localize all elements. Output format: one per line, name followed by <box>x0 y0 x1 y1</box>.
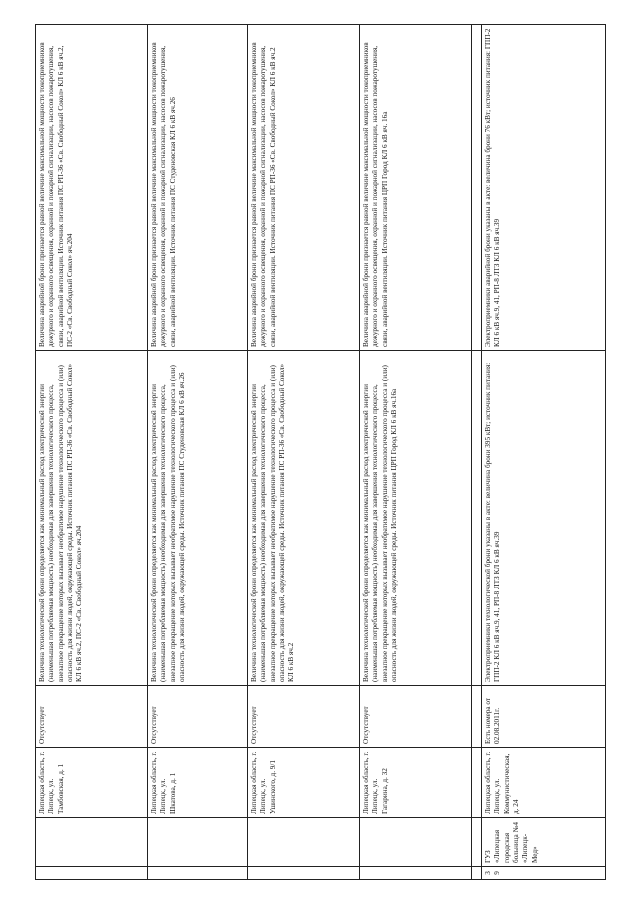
documents-cell: Отсутствует <box>248 686 360 748</box>
documents-cell: Отсутствует <box>36 686 148 748</box>
technological-reserve-cell <box>472 351 482 686</box>
organization-cell: ГУЗ «Липецкая городская больница №4 «Липецк-Мед» <box>482 818 606 867</box>
table-row <box>148 25 248 880</box>
table-row <box>248 25 360 880</box>
documents-cell: Отсутствует <box>360 686 472 748</box>
address-cell: Липецкая область, г. Липецк, ул. Тамбовская, д. 1 <box>36 748 148 818</box>
technological-reserve-cell: Величина технологической брони определяется как минимальный расход электрической энергии (наименьшая потребляемая мощность) необходимая для завершения технологического процесса, внезапное прекращение которых вызывает необратимое нарушение технологического процесса и (или) опасность для жизни людей, окружающей среды. Источник питания ПС Студеновская КЛ 6 кВ яч.26 <box>148 351 248 686</box>
documents-cell: Отсутствует <box>148 686 248 748</box>
technological-reserve-cell: Электроприемники технологической брони указаны в акте: величина брони 395 кВт; источник питания: ГПП-2 КЛ 6 кВ яч.9, 41, РП-8 ЛТЗ КЛ 6 кВ яч.39 <box>482 351 606 686</box>
row-number <box>248 867 360 880</box>
table-row <box>482 25 606 880</box>
table-row <box>360 25 472 880</box>
organization-cell <box>36 818 148 867</box>
organization-cell <box>248 818 360 867</box>
emergency-reserve-cell: Величина аварийной брони признается равной величине максимальной мощности токоприемников дежурного и охранного освещения, охранной и пожарной сигнализации, насосов пожаротушения, связи, аварийной вентиляции. Источник питания ПС РП-36 «Св. Свободный Сокол» КЛ 6 кВ яч.2 <box>248 25 360 351</box>
reservation-table <box>35 24 606 880</box>
address-cell: Липецкая область, г. Липецк, ул. Ушинского, д. 9/1 <box>248 748 360 818</box>
address-cell: Липецкая область, г. Липецк, ул. Коммунистическая, д. 24 <box>482 748 606 818</box>
row-number <box>472 867 482 880</box>
row-number: 39 <box>482 867 606 880</box>
row-number <box>148 867 248 880</box>
rotated-table-sheet <box>35 25 605 880</box>
documents-cell <box>472 686 482 748</box>
table-row-separator <box>472 25 482 880</box>
row-number <box>36 867 148 880</box>
row-number <box>360 867 472 880</box>
table-row <box>36 25 148 880</box>
emergency-reserve-cell: Величина аварийной брони признается равной величине максимальной мощности токоприемников дежурного и охранного освещения, охранной и пожарной сигнализации, насосов пожаротушения, связи, аварийной вентиляции. Источник питания ПС РП-36 «Св. Свободный Сокол» КЛ 6 кВ яч.2, ПС-2 «Св. Свободный Сокол» яч.204 <box>36 25 148 351</box>
organization-cell <box>472 818 482 867</box>
technological-reserve-cell: Величина технологической брони определяется как минимальный расход электрической энергии (наименьшая потребляемая мощность) необходимая для завершения технологического процесса, внезапное прекращение которых вызывает необратимое нарушение технологического процесса и (или) опасность для жизни людей, окружающей среды. Источник питания ПС РП-36 «Св. Свободный Сокол» КЛ 6 кВ яч.2, ПС-2 «Св. Свободный Сокол» яч.204 <box>36 351 148 686</box>
address-cell: Липецкая область, г. Липецк, ул. Гагарина, д. 32 <box>360 748 472 818</box>
organization-cell <box>148 818 248 867</box>
emergency-reserve-cell: Электроприемники аварийной брони указаны в акте: величина брони 76 кВт; источник питания: ГПП-2 КЛ 6 кВ яч.9, 41, РП-8 ЛТЗ КЛ 6 кВ яч.39 <box>482 25 606 351</box>
technological-reserve-cell: Величина технологической брони определяется как минимальный расход электрической энергии (наименьшая потребляемая мощность) необходимая для завершения технологического процесса, внезапное прекращение которых вызывает необратимое нарушение технологического процесса и (или) опасность для жизни людей, окружающей среды. Источник питания ЦРП Город КЛ 6 кВ яч.16а <box>360 351 472 686</box>
emergency-reserve-cell: Величина аварийной брони признается равной величине максимальной мощности токоприемников дежурного и охранного освещения, охранной и пожарной сигнализации, насосов пожаротушения, связи, аварийной вентиляции. Источник питания ПС Студеновская КЛ 6 кВ яч.26 <box>148 25 248 351</box>
organization-cell <box>360 818 472 867</box>
address-cell <box>472 748 482 818</box>
address-cell: Липецкая область, г. Липецк, ул. Шкатова, д. 1 <box>148 748 248 818</box>
technological-reserve-cell: Величина технологической брони определяется как минимальный расход электрической энергии (наименьшая потребляемая мощность) необходимая для завершения технологического процесса, внезапное прекращение которых вызывает необратимое нарушение технологического процесса и (или) опасность для жизни людей, окружающей среды. Источник питания ПС РП-36 «Св. Свободный Сокол» КЛ 6 кВ яч.2 <box>248 351 360 686</box>
emergency-reserve-cell <box>472 25 482 351</box>
documents-cell: Есть номера от 02.08.2011г. <box>482 686 606 748</box>
emergency-reserve-cell: Величина аварийной брони признается равной величине максимальной мощности токоприемников дежурного и охранного освещения, охранной и пожарной сигнализации, насосов пожаротушения, связи, аварийной вентиляции. Источник питания ЦРП Город КЛ 6 кВ яч. 16а <box>360 25 472 351</box>
